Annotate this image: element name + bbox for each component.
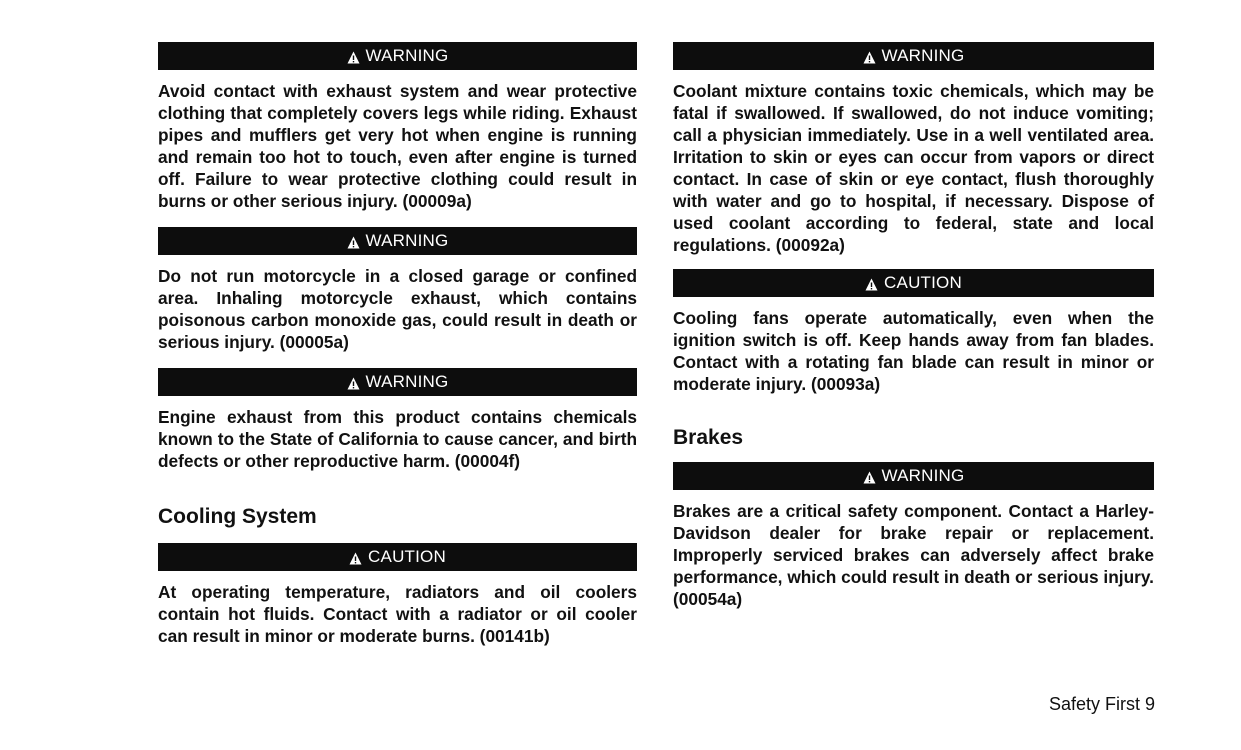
warning-triangle-icon [347,236,360,249]
section-title-cooling-system: Cooling System [158,505,317,528]
caution-text: At operating temperature, radiators and oil coolers contain hot fluids. Contact with a radiator or oil cooler can result in minor or moderate burns. (00141b) [158,582,637,646]
warning-banner [673,42,1154,70]
banner-label: WARNING [365,231,449,250]
banner-label: WARNING [365,372,449,391]
warning-text: Engine exhaust from this product contains chemicals known to the State of California to cause cancer, and birth defects or other reproductive harm. (00004f) [158,407,637,471]
banner-label: WARNING [881,466,965,485]
warning-triangle-icon [347,51,360,64]
warning-text: Do not run motorcycle in a closed garage or confined area. Inhaling motorcycle exhaust, which contains poisonous carbon monoxide gas, could result in death or serious injury. (00005a) [158,266,637,352]
banner-label: CAUTION [368,547,446,566]
caution-banner [158,543,637,571]
warning-triangle-icon [347,377,360,390]
warning-banner [158,227,637,255]
warning-banner [158,42,637,70]
right-column [673,42,1154,610]
banner-label: WARNING [881,46,965,65]
banner-label: CAUTION [884,273,962,292]
warning-text: Brakes are a critical safety component. Contact a Harley-Davidson dealer for brake repair or replacement. Improperly serviced brakes can adversely affect brake performance, which could result in death or serious injury. (00054a) [673,501,1154,609]
caution-text: Cooling fans operate automatically, even when the ignition switch is off. Keep hands away from fan blades. Contact with a rotating fan blade can result in minor or moderate injury. (00093a) [673,308,1154,394]
warning-triangle-icon [865,278,878,291]
warning-triangle-icon [863,51,876,64]
page-footer-label: Safety First 9 [1048,694,1155,714]
banner-label: WARNING [365,46,449,65]
warning-triangle-icon [349,552,362,565]
warning-banner [158,368,637,396]
warning-banner [673,462,1154,490]
left-column [158,42,637,647]
warning-text: Avoid contact with exhaust system and wear protective clothing that completely covers legs while riding. Exhaust pipes and mufflers get very hot when engine is running and remain too hot to touch, even after engine is turned off. Failure to wear protective clothing could result in burns or other serious injury. (00009a) [158,81,637,211]
warning-text: Coolant mixture contains toxic chemicals, which may be fatal if swallowed. If swallowed, do not induce vomiting; call a physician immediately. Use in a well ventilated area. Irritation to skin or eyes can occur from vapors or direct contact. In case of skin or eye contact, flush thoroughly with water and go to hospital, if necessary. Dispose of used coolant according to federal, state and local regulations. (00092a) [673,81,1154,255]
warning-triangle-icon [863,471,876,484]
section-title-brakes: Brakes [673,426,744,449]
caution-banner [673,269,1154,297]
